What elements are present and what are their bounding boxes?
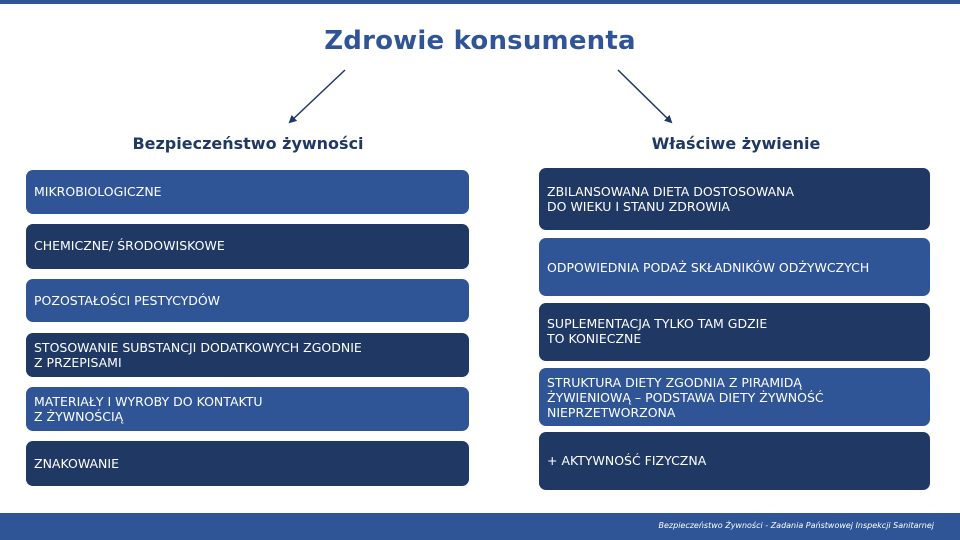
right-item-label: SUPLEMENTACJA TYLKO TAM GDZIE TO KONIECZNE bbox=[547, 316, 768, 346]
page-title: Zdrowie konsumenta bbox=[324, 26, 636, 56]
right-column-heading: Właściwe żywienie bbox=[651, 134, 821, 153]
right-item-balanced-diet bbox=[539, 168, 930, 230]
footer-text: Bezpieczeństwo Żywności - Zadania Państwowej Inspekcji Sanitarnej bbox=[658, 521, 934, 530]
right-item-nutrient-supply bbox=[539, 238, 930, 296]
right-arrow bbox=[618, 70, 671, 122]
left-arrow bbox=[290, 70, 345, 122]
left-item-label: CHEMICZNE/ ŚRODOWISKOWE bbox=[34, 238, 225, 253]
left-column-heading: Bezpieczeństwo żywności bbox=[132, 134, 364, 153]
left-item-microbiological bbox=[26, 170, 469, 214]
right-item-physical-activity bbox=[539, 432, 930, 490]
right-item-label: + AKTYWNOŚĆ FIZYCZNA bbox=[547, 453, 707, 468]
left-item-label: MATERIAŁY I WYROBY DO KONTAKTU Z ŻYWNOŚCIĄ bbox=[34, 394, 263, 424]
left-item-label: MIKROBIOLOGICZNE bbox=[34, 184, 162, 199]
left-item-pesticides bbox=[26, 279, 469, 322]
left-item-label: STOSOWANIE SUBSTANCJI DODATKOWYCH ZGODNIE Z PRZEPISAMI bbox=[34, 340, 362, 370]
left-item-label: POZOSTAŁOŚCI PESTYCYDÓW bbox=[34, 293, 221, 308]
right-item-supplementation bbox=[539, 303, 930, 361]
right-item-food-pyramid bbox=[539, 368, 930, 426]
footer-bar bbox=[0, 513, 960, 540]
left-item-additives bbox=[26, 333, 469, 377]
left-item-chemical bbox=[26, 224, 469, 269]
left-item-labelling bbox=[26, 441, 469, 486]
right-item-label: ZBILANSOWANA DIETA DOSTOSOWANA DO WIEKU I STANU ZDROWIA bbox=[547, 184, 795, 214]
left-item-food-contact bbox=[26, 387, 469, 431]
left-item-label: ZNAKOWANIE bbox=[34, 456, 119, 471]
right-item-label: STRUKTURA DIETY ZGODNIA Z PIRAMIDĄ ŻYWIENIOWĄ – PODSTAWA DIETY ŻYWNOŚĆ NIEPRZETWORZONA bbox=[547, 374, 824, 420]
right-item-label: ODPOWIEDNIA PODAŻ SKŁADNIKÓW ODŻYWCZYCH bbox=[547, 259, 870, 275]
top-accent-bar bbox=[0, 0, 960, 4]
